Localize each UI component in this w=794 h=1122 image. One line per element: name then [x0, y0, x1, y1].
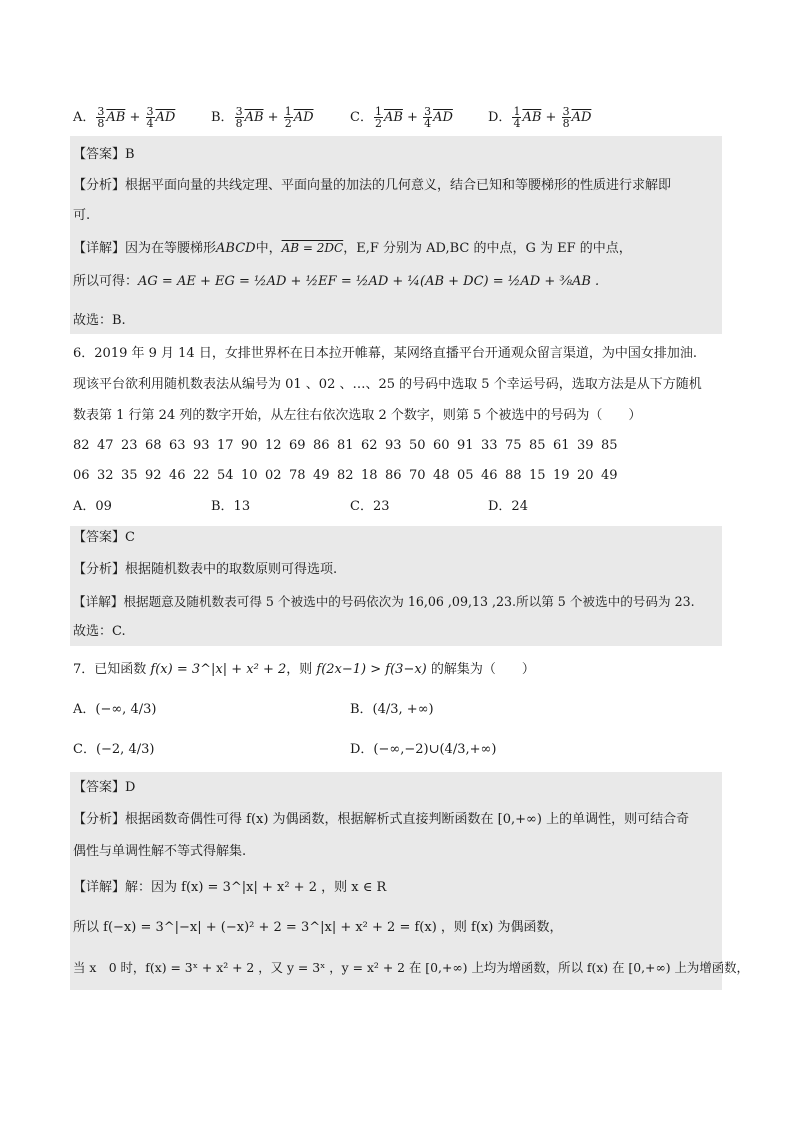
q6-option-b: B．13: [211, 499, 251, 514]
q5-choose: 故选：B.: [73, 313, 126, 328]
q5-detail-line1: 【详解】因为在等腰梯形ABCD中，AB = 2DC，E,F 分别为 AD,BC 的中点，G 为 EF 的中点，: [73, 241, 632, 256]
q6-answer: 【答案】C: [73, 530, 135, 545]
q5-solution-block: [70, 136, 722, 334]
q7-detail-line2: 所以 f(−x) = 3^|−x| + (−x)² + 2 = 3^|x| + x² + 2 = f(x) ，则 f(x) 为偶函数，: [73, 920, 563, 935]
q7-answer: 【答案】D: [73, 780, 136, 795]
q7-stem: 7．已知函数 f(x) = 3^|x| + x² + 2，则 f(2x−1) > f(3−x) 的解集为（ ）: [73, 662, 535, 677]
q6-solution-block: [70, 526, 722, 646]
q6-random-table-row1: 82 47 23 68 63 93 17 90 12 69 86 81 62 93 50 60 91 33 75 85 61 39 85: [73, 438, 618, 453]
q6-stem-line2: 现该平台欲利用随机数表法从编号为 01 、02 、…、25 的号码中选取 5 个幸运号码，选取方法是从下方随机: [73, 377, 702, 392]
q5-analysis-line2: 可.: [73, 208, 91, 223]
q5-answer: 【答案】B: [73, 147, 135, 162]
q6-option-d: D．24: [488, 499, 528, 514]
q7-analysis-line1: 【分析】根据函数奇偶性可得 f(x) 为偶函数，根据解析式直接判断函数在 [0,+∞) 上的单调性，则可结合奇: [73, 812, 690, 827]
q7-option-a: A．(−∞, 4/3): [73, 702, 157, 717]
q6-analysis: 【分析】根据随机数表中的取数原则可得选项.: [73, 562, 338, 577]
q7-detail-line3: 当 x 0 时，f(x) = 3ˣ + x² + 2 ，又 y = 3ˣ ，y = x² + 2 在 [0,+∞) 上均为增函数，所以 f(x) 在 [0,+∞) 上为增函数，: [73, 960, 749, 975]
q7-analysis-line2: 偶性与单调性解不等式得解集.: [73, 844, 247, 859]
q7-option-c: C．(−2, 4/3): [73, 742, 155, 757]
q5-analysis-line1: 【分析】根据平面向量的共线定理、平面向量的加法的几何意义，结合已知和等腰梯形的性质进行求解即: [73, 178, 672, 193]
q5-detail-line2: 所以可得：AG = AE + EG = ½AD + ½EF = ½AD + ¼(AB + DC) = ½AD + ⅜AB .: [73, 274, 600, 289]
q6-choose: 故选：C.: [73, 624, 126, 639]
q6-detail: 【详解】根据题意及随机数表可得 5 个被选中的号码依次为 16,06 ,09,13 ,23.所以第 5 个被选中的号码为 23.: [73, 594, 695, 609]
q6-option-a: A．09: [73, 499, 112, 514]
q5-option-b: B． $\frac{3}{8}$ $\overline{AB}$ + $\frac{1}{2}$ $\overline{AD}$: [211, 105, 314, 130]
q6-option-c: C．23: [350, 499, 390, 514]
q5-option-a: A． $\frac{3}{8}$ $\overline{AB}$ + $\frac{3}{4}$ $\overline{AD}$: [73, 105, 176, 130]
q5-option-c: C． $\frac{1}{2}$ $\overline{AB}$ + $\frac{3}{4}$ $\overline{AD}$: [350, 105, 453, 130]
q7-detail-line1: 【详解】解：因为 f(x) = 3^|x| + x² + 2 ，则 x ∈ R: [73, 880, 387, 895]
q7-option-d: D．(−∞,−2)∪(4/3,+∞): [350, 742, 497, 757]
q6-stem-line1: 6．2019 年 9 月 14 日，女排世界杯在日本拉开帷幕，某网络直播平台开通观众留言渠道，为中国女排加油.: [73, 346, 697, 361]
q6-random-table-row2: 06 32 35 92 46 22 54 10 02 78 49 82 18 86 70 48 05 46 88 15 19 20 49: [73, 468, 618, 483]
q7-option-b: B．(4/3, +∞): [350, 702, 434, 717]
q5-option-d: D． $\frac{1}{4}$ $\overline{AB}$ + $\frac{3}{8}$ $\overline{AD}$: [488, 105, 592, 130]
q6-stem-line3: 数表第 1 行第 24 列的数字开始，从左往右依次选取 2 个数字，则第 5 个被选中的号码为（ ）: [73, 408, 642, 423]
